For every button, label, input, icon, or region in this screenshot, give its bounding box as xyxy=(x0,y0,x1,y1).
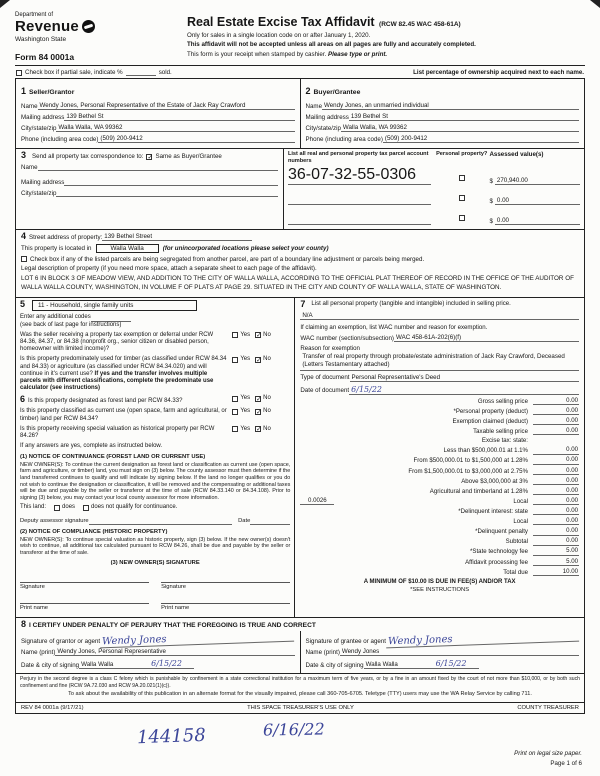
row-label: Gross selling price xyxy=(477,397,528,405)
new-owner-printname-field[interactable] xyxy=(161,595,290,604)
historic-no-checkbox[interactable]: ✓ xyxy=(256,426,262,434)
no-label: No xyxy=(263,356,271,363)
section-6-number: 6 xyxy=(20,394,26,405)
header xyxy=(15,12,585,62)
same-as-buyer-checkbox[interactable]: ✓ xyxy=(147,154,153,161)
buyer-address-field[interactable]: 139 Bethel St xyxy=(349,113,579,121)
buyer-name-label: Name xyxy=(305,102,323,110)
does-label: does xyxy=(62,504,76,511)
seller-citystatezip-field[interactable]: Walla Walla, WA 99362 xyxy=(56,124,294,132)
grantor-printname-label: Name (print) xyxy=(21,648,56,656)
row-label: From $1,500,000.01 to $3,000,000 at 2.75% xyxy=(408,467,528,475)
corr-address-label: Mailing address xyxy=(21,179,65,186)
notice-compliance-title: (2) NOTICE OF COMPLIANCE (HISTORIC PROPERTY) xyxy=(20,528,168,535)
forest-yes-checkbox[interactable] xyxy=(232,396,238,402)
grantee-date-field[interactable]: 6/15/22 xyxy=(434,659,479,669)
new-owner-printname-row xyxy=(20,595,290,612)
page-title: Real Estate Excise Tax Affidavit xyxy=(187,15,375,29)
buyer-name-field[interactable]: Wendy Jones, an unmarried individual xyxy=(322,102,579,110)
see-instructions-note: *SEE INSTRUCTIONS xyxy=(410,587,470,594)
title-block xyxy=(187,12,585,62)
header-note-2: This affidavit will not be accepted unless all areas on all pages are fully and accurately completed. xyxy=(187,41,476,49)
local-rate-field[interactable]: 0.0026 xyxy=(300,497,334,505)
grantor-signature-field[interactable]: Wendy Jones xyxy=(100,630,295,648)
additional-codes-label: Enter any additional codes xyxy=(20,314,91,321)
partial-sale-label: Check box if partial sale, indicate % xyxy=(25,68,123,76)
wac-number-label: WAC number (section/subsection) xyxy=(300,334,394,342)
street-address-label: Street address of property: xyxy=(29,234,103,242)
does-checkbox[interactable] xyxy=(54,505,60,511)
title-rcw-reference: (RCW 82.45 WAC 458-61A) xyxy=(379,21,461,28)
located-in-label: This property is located in xyxy=(21,245,92,253)
current-use-question xyxy=(20,408,290,422)
correspondence-parcel-row xyxy=(16,148,584,229)
print-name-label: Print name xyxy=(161,604,190,611)
grantee-printname-label: Name (print) xyxy=(305,648,340,656)
grantee-printname-field[interactable]: Wendy Jones xyxy=(340,648,579,656)
new-owner-signature-field[interactable] xyxy=(20,574,149,583)
notice-continuance-title: (1) NOTICE OF CONTINUANCE (FOREST LAND OR CURRENT USE) xyxy=(20,453,206,460)
parcel-number-field[interactable]: 36-07-32-55-0306 xyxy=(288,166,431,185)
scan-corner-mark xyxy=(0,0,10,8)
department-of-label: Department of xyxy=(15,12,54,18)
county-select[interactable]: Walla Walla xyxy=(96,244,159,253)
print-note-block xyxy=(514,749,582,768)
section-3-number: 3 xyxy=(21,150,27,160)
corr-citystatezip-label: City/state/zip xyxy=(21,189,57,197)
header-note-3b: Please type or print. xyxy=(328,50,388,58)
section-1-number: 1 xyxy=(21,85,27,96)
treasurer-stamp-area xyxy=(15,714,585,774)
section-2-number: 2 xyxy=(305,85,311,96)
section-1-seller xyxy=(16,79,300,149)
excise-row-tier2 xyxy=(300,456,579,464)
grantee-signature-label: Signature of grantee or agent xyxy=(305,637,386,645)
row-label: From $500,000.01 to $1,500,000 at 1.28% xyxy=(413,457,528,465)
grantor-signature-label: Signature of grantor or agent xyxy=(21,637,101,645)
grantor-city-field[interactable]: Walla Walla xyxy=(79,661,149,669)
if-yes-note: If any answers are yes, complete as instructed below. xyxy=(20,443,163,450)
parcel-table-header xyxy=(288,151,580,164)
parcel-row xyxy=(288,187,580,205)
row-value[interactable]: 5.00 xyxy=(533,558,579,566)
currentuse-no-checkbox[interactable]: ✓ xyxy=(256,409,262,417)
excise-row-delinquent-interest-local xyxy=(300,517,579,525)
question-text: Was the seller receiving a property tax exemption or deferral under RCW 84.36, 84.37, or 84.38 (nonprofit org., senior citizen or disabled person, homeowner with limited income)? xyxy=(20,331,214,353)
question-text: Is this property designated as forest land per RCW 84.33? xyxy=(28,398,183,405)
grantee-datecity-label: Date & city of signing xyxy=(305,662,364,669)
section-8-number: 8 xyxy=(21,618,27,629)
no-label: No xyxy=(263,331,271,338)
new-owner-signature-row xyxy=(20,574,290,591)
row-value xyxy=(533,437,579,445)
forest-no-checkbox[interactable]: ✓ xyxy=(256,395,262,403)
treasurer-space-label: THIS SPACE TREASURER'S USE ONLY xyxy=(247,704,354,711)
buyer-citystatezip-field[interactable]: Walla Walla, WA 99362 xyxy=(341,124,579,132)
legal-description-text[interactable]: LOT 6 IN BLOCK 3 OF MEADOW VIEW, AND ADDITION TO THE CITY OF WALLA WALLA, ACCORDING TO THE OFFICIAL PLAT THEREOF OF RECORD IN THE OFFICE OF THE AUDITOR OF WALLA WALLA COUNTY, WASHINGTON, IN VOLUME F OF PLATS AT PAGE 29. SITUATED IN THE CITY AND COUNTY OF WALLA WALLA, STATE OF WASHINGTON. xyxy=(21,274,574,291)
excise-row-subtotal xyxy=(300,537,579,545)
partial-sold-label: sold. xyxy=(158,68,172,76)
street-address-field[interactable]: 139 Bethel Street xyxy=(102,233,252,241)
revenue-wordmark: Revenue xyxy=(15,18,79,35)
buyer-heading: Buyer/Grantee xyxy=(313,88,361,96)
partial-percent-input[interactable] xyxy=(126,68,156,76)
wac-number-field[interactable]: WAC 458-61A-202(6)(f) xyxy=(394,334,579,342)
corr-address-field[interactable] xyxy=(64,179,278,187)
perjury-notice: Perjury in the second degree is a class C felony which is punishable by confinement in a state correctional institution for a maximum term of five years, or by a fine in an amount fixed by the court of not more than $10,000, or by both such confinement and fine (RCW 9A.72.030 and RCW 9A.20.021(1)(c)). xyxy=(16,673,584,690)
this-land-label: This land: xyxy=(20,504,47,511)
buyer-address-label: Mailing address xyxy=(305,113,349,121)
land-qualify-row xyxy=(20,504,290,511)
seller-phone-label: Phone (including area code) xyxy=(21,136,99,143)
deputy-assessor-label: Deputy assessor signature xyxy=(20,518,89,525)
seller-heading: Seller/Grantor xyxy=(29,88,75,96)
question-text: Is this property predominately used for timber (as classified under RCW 84.34 and 84.33) or agriculture (as classified under RCW 84.34.020) and will continue in it's current use? xyxy=(20,356,227,377)
historic-yes-checkbox[interactable] xyxy=(232,426,238,432)
row-value[interactable]: 0.00 xyxy=(533,527,579,535)
certification-columns xyxy=(16,631,584,673)
parcel-number-field[interactable] xyxy=(288,217,431,225)
section-8-heading xyxy=(16,617,584,631)
grantor-date-field[interactable]: 6/15/22 xyxy=(149,659,194,669)
personal-property-list-field[interactable]: N/A xyxy=(300,312,579,320)
row-value[interactable]: 0.00 xyxy=(533,477,579,485)
segregated-label: Check box if any of the listed parcels are being segregated from another parcel, are part of a boundary line adjustment or parcels being merged. xyxy=(30,256,425,264)
section-2-buyer xyxy=(300,79,585,149)
date-of-document-label: Date of document xyxy=(300,387,350,395)
row-value[interactable]: 0.00 xyxy=(533,487,579,495)
classification-tax-row xyxy=(16,297,584,617)
notice-continuance-body: NEW OWNER(S): To continue the current designation as forest land or classification as current use (open space, farm and agriculture, or timber) land, you must sign on (3) below. The county assessor must then determine if the land transferred continues to qualify and will indicate by signing below. If the land no longer qualifies or you do not wish to continue the designation or classification, it will be removed and the compensating or additional taxes will be due and payable by the seller or transferor at the time of sale (RCW 84.33.140 or 84.34.108). Prior to signing (3) below, you may contact your local county assessor for more information. xyxy=(20,461,291,501)
question-text: Is this property classified as current use (open space, farm and agricultural, or timber) land per RCW 84.34? xyxy=(20,408,227,422)
row-label: Subtotal xyxy=(505,538,528,546)
excise-row-delinquent-interest-state xyxy=(300,507,579,515)
row-label: Taxable selling price xyxy=(473,427,528,435)
parcel-row xyxy=(288,207,580,225)
row-label: Agricultural and timberland at 1.28% xyxy=(429,487,528,495)
print-name-label: Print name xyxy=(20,604,49,611)
forest-land-question xyxy=(20,395,290,405)
row-label: Affidavit processing fee xyxy=(465,558,528,566)
exemption-intro: If claiming an exemption, list WAC number and reason for exemption. xyxy=(300,323,488,331)
seller-address-label: Mailing address xyxy=(21,113,65,121)
grantee-city-field[interactable]: Walla Walla xyxy=(364,661,434,669)
question-text: Is this property receiving special valuation as historical property per RCW 84.26? xyxy=(20,425,215,440)
row-value[interactable]: 0.00 xyxy=(533,417,579,425)
q1-yes-checkbox[interactable] xyxy=(232,332,238,338)
deputy-date-label: Date xyxy=(238,518,251,525)
excise-row-gross xyxy=(300,397,579,405)
buyer-phone-field[interactable]: (509) 200-9412 xyxy=(383,135,579,143)
signature-label: Signature xyxy=(161,583,186,590)
seller-phone-field[interactable]: (509) 200-9412 xyxy=(98,135,294,143)
row-label: Above $3,000,000 at 3% xyxy=(461,477,528,485)
no-label: No xyxy=(263,408,271,415)
footer-row xyxy=(16,702,584,713)
grantee-signature-field[interactable]: Wendy Jones xyxy=(386,630,579,648)
row-label: *Delinquent interest: state xyxy=(458,508,528,516)
question-text-bold: If yes and the transfer involves multiple parcels with different classifications, complete the predominate use calculator (see instructions) xyxy=(20,370,214,392)
row-value[interactable]: 0.00 xyxy=(533,446,579,454)
notice-compliance-body: NEW OWNER(S): To continue special valuation as historic property, sign (3) below. If the new owner(s) doesn't wish to continue, all additional tax calculated pursuant to RCW 84.26, shall be due and payable by the seller or transferor at the time of sale. xyxy=(20,536,291,556)
buyer-citystatezip-label: City/state/zip xyxy=(305,124,341,132)
section-4-number: 4 xyxy=(21,231,27,242)
codes-instructions-note: (see back of last page for instructions) xyxy=(20,321,122,328)
personal-property-checkbox[interactable] xyxy=(459,175,465,181)
type-of-document-field[interactable]: Personal Representative's Deed xyxy=(350,374,579,382)
header-note-1: Only for sales in a single location code on or after January 1, 2020. xyxy=(187,32,371,39)
row-value[interactable]: 0.00 xyxy=(533,517,579,525)
corr-name-label: Name xyxy=(21,163,38,171)
row-value[interactable]: 0.00 xyxy=(533,407,579,415)
grantee-certification xyxy=(300,631,585,673)
excise-row-personal-deduct xyxy=(300,407,579,415)
row-value[interactable]: 0.00 xyxy=(533,497,579,505)
row-value[interactable]: 0.00 xyxy=(533,427,579,435)
row-label: Less than $500,000.01 at 1.1% xyxy=(443,447,528,455)
page-indicator: Page 1 of 6 xyxy=(550,759,582,767)
yes-label: Yes xyxy=(240,408,251,415)
personal-property-checkbox[interactable] xyxy=(459,215,465,221)
personal-property-checkbox[interactable] xyxy=(459,195,465,201)
assessed-values-header: Assessed value(s) xyxy=(489,151,544,158)
corr-name-field[interactable] xyxy=(38,163,278,171)
q1-no-checkbox[interactable]: ✓ xyxy=(256,332,262,340)
new-owner-printname-field[interactable] xyxy=(20,595,149,604)
section-3-correspondence xyxy=(16,149,283,229)
unincorporated-note: (for unincorporated locations please select your county) xyxy=(162,245,329,253)
personal-property-list-label: List all personal property (tangible and intangible) included in selling price. xyxy=(311,299,511,307)
new-owner-signature-title: (3) NEW OWNER(S) SIGNATURE xyxy=(110,559,200,566)
alternate-format-notice: To ask about the availability of this publication in an alternate format for the visually impaired, please call 360-705-6705. Teletype (TTY) users may use the WA Relay Service by calling 711. xyxy=(68,691,532,698)
county-treasurer-label: COUNTY TREASURER xyxy=(517,704,579,711)
row-label: Exemption claimed (deduct) xyxy=(452,417,528,425)
dollar-sign: $ xyxy=(489,178,493,186)
seller-citystatezip-label: City/state/zip xyxy=(21,124,57,132)
excise-row-tier4 xyxy=(300,477,579,485)
parcel-number-field[interactable] xyxy=(288,197,431,205)
excise-row-total-due xyxy=(300,568,579,576)
corr-citystatezip-field[interactable] xyxy=(56,189,278,197)
seller-name-label: Name xyxy=(21,102,38,110)
parcel-numbers-header: List all real and personal property tax parcel account numbers xyxy=(287,151,429,164)
dor-logo-block xyxy=(15,12,187,62)
excise-row-local xyxy=(300,497,579,505)
q2-yes-checkbox[interactable] xyxy=(232,357,238,363)
yes-label: Yes xyxy=(240,356,251,363)
legal-size-note: Print on legal size paper. xyxy=(514,750,582,758)
additional-codes-field[interactable] xyxy=(91,314,131,322)
buyer-phone-label: Phone (including area code) xyxy=(305,136,383,143)
rev-form-number: REV 84 0001a (9/17/21) xyxy=(21,704,84,711)
certify-heading: I CERTIFY UNDER PENALTY OF PERJURY THAT THE FOREGOING IS TRUE AND CORRECT xyxy=(29,621,316,629)
deputy-date-field[interactable] xyxy=(250,518,290,526)
legal-description-label: Legal description of property (if you need more space, attach a separate sheet to each page of the affidavit). xyxy=(21,265,317,273)
grantor-datecity-label: Date & city of signing xyxy=(21,662,80,669)
seller-name-field[interactable]: Wendy Jones, Personal Representative of the Estate of Jack Ray Crawford xyxy=(38,102,295,110)
yes-label: Yes xyxy=(240,425,251,432)
q2-no-checkbox[interactable]: ✓ xyxy=(256,356,262,364)
property-row xyxy=(16,229,584,296)
section-7-tax xyxy=(294,298,584,617)
signature-label: Signature xyxy=(20,583,45,590)
does-not-label: does not qualify for continuance. xyxy=(91,504,178,511)
correspondence-label: Send all property tax correspondence to: xyxy=(32,153,144,160)
dor-logo-icon xyxy=(82,20,95,33)
washington-state-label: Washington State xyxy=(15,36,67,43)
reason-exemption-field[interactable]: Transfer of real property through probate/estate administration of Jack Ray Crawford, Deceased (Letters Testamentary attached) xyxy=(300,353,579,370)
partial-sale-row xyxy=(15,65,585,78)
deputy-assessor-signature-field[interactable] xyxy=(89,518,232,526)
same-as-buyer-label: Same as Buyer/Grantee xyxy=(155,153,222,160)
section-7-number: 7 xyxy=(300,298,306,309)
no-label: No xyxy=(263,425,271,432)
seller-buyer-row xyxy=(16,79,584,149)
row-value[interactable]: 0.00 xyxy=(533,507,579,515)
row-value[interactable]: 0.00 xyxy=(533,537,579,545)
currentuse-yes-checkbox[interactable] xyxy=(232,409,238,415)
treasurer-stamp-date: 6/16/22 xyxy=(262,719,325,740)
excise-row-state-header xyxy=(300,437,579,445)
form-body xyxy=(15,78,585,714)
reason-exemption-label: Reason for exemption xyxy=(300,345,360,353)
parcel-table xyxy=(283,149,584,229)
grantor-printname-field[interactable]: Wendy Jones, Personal Representative xyxy=(55,648,294,656)
row-label: *State technology fee xyxy=(470,548,528,556)
row-label: Local xyxy=(513,518,528,526)
historic-property-question xyxy=(20,426,290,440)
row-value[interactable]: 0.00 xyxy=(533,397,579,405)
excise-row-tier1 xyxy=(300,446,579,454)
section-5-number: 5 xyxy=(20,298,26,309)
assessed-value-field[interactable]: 270,940.00 xyxy=(495,177,580,185)
dollar-sign: $ xyxy=(489,218,493,226)
new-owner-signature-field[interactable] xyxy=(161,574,290,583)
assessed-value-field[interactable]: 0.00 xyxy=(495,197,580,205)
timber-agriculture-question xyxy=(20,356,290,392)
row-label: *Personal property (deduct) xyxy=(453,407,528,415)
no-label: No xyxy=(263,395,271,402)
excise-row-exemption-deduct xyxy=(300,417,579,425)
row-value[interactable]: 10.00 xyxy=(533,568,579,576)
grantor-certification xyxy=(16,631,300,673)
section-5-6 xyxy=(16,298,294,617)
land-use-code-select[interactable]: 11 - Household, single family units xyxy=(32,300,197,312)
seller-address-field[interactable]: 139 Bethel St xyxy=(64,113,294,121)
treasurer-receipt-number: 144158 xyxy=(136,724,207,748)
row-value[interactable]: 5.00 xyxy=(533,547,579,555)
excise-row-taxable xyxy=(300,427,579,435)
excise-row-processing-fee xyxy=(300,558,579,566)
form-number: Form 84 0001a xyxy=(15,52,75,62)
row-label: Total due xyxy=(503,568,528,576)
assessed-value-field[interactable]: 0.00 xyxy=(495,217,580,225)
excise-row-tier3 xyxy=(300,467,579,475)
header-note-3a: This form is your receipt when stamped by cashier. xyxy=(187,50,328,58)
dollar-sign: $ xyxy=(489,198,493,206)
excise-row-tech-fee xyxy=(300,547,579,555)
parcel-row xyxy=(288,166,580,185)
excise-row-delinquent-penalty xyxy=(300,527,579,535)
date-of-document-field[interactable]: 6/15/22 xyxy=(349,385,579,395)
ownership-percentage-note: List percentage of ownership acquired next to each name. xyxy=(413,68,584,76)
type-of-document-label: Type of document xyxy=(300,374,350,382)
yes-label: Yes xyxy=(240,331,251,338)
segregated-checkbox[interactable] xyxy=(21,256,27,262)
partial-sale-checkbox[interactable] xyxy=(16,70,22,76)
yes-label: Yes xyxy=(240,395,251,402)
scan-corner-mark xyxy=(590,0,600,8)
does-not-checkbox[interactable] xyxy=(83,505,89,511)
header-note-3 xyxy=(187,51,585,59)
row-label: Local xyxy=(513,497,528,505)
personal-property-header: Personal property? xyxy=(436,151,488,157)
section-4-property xyxy=(16,230,584,296)
row-value[interactable]: 0.00 xyxy=(533,467,579,475)
exemption-deferral-question xyxy=(20,332,290,354)
row-value[interactable]: 0.00 xyxy=(533,456,579,464)
row-label: *Delinquent penalty xyxy=(475,528,528,536)
row-label: Excise tax: state: xyxy=(481,437,528,445)
excise-row-agricultural xyxy=(300,487,579,495)
minimum-due-note: A MINIMUM OF $10.00 IS DUE IN FEE(S) AND/OR TAX xyxy=(363,579,516,585)
